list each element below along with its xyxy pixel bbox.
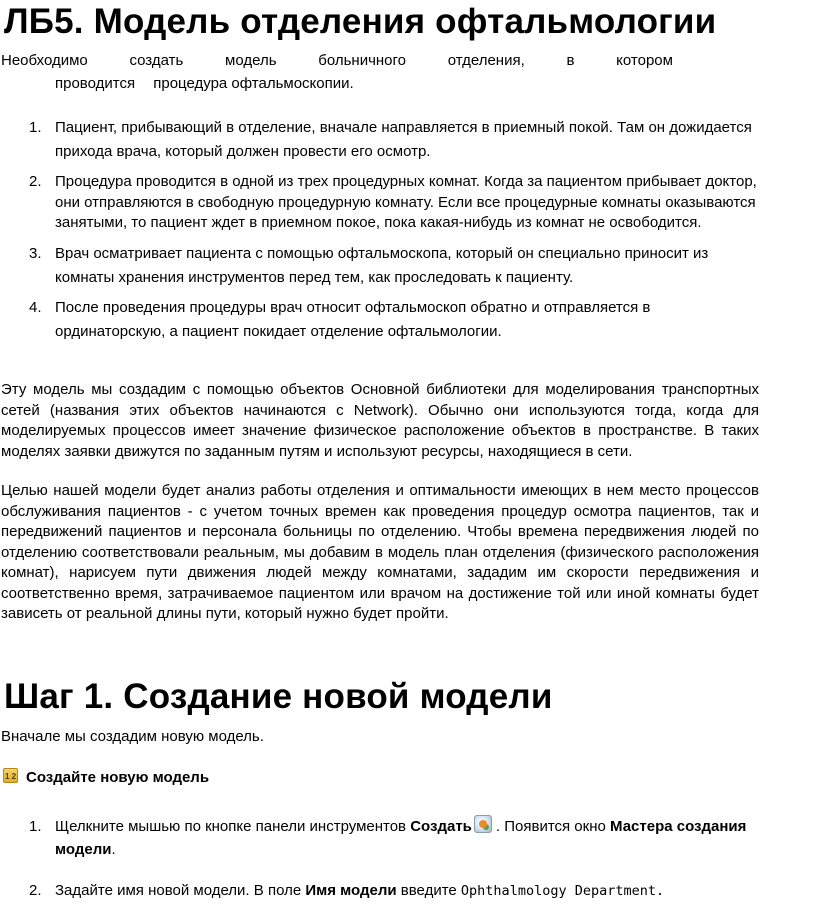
wizard-name: Мастера создания модели [55,818,747,858]
code-value: Ophthalmology Department. [460,883,665,899]
list-item [0,815,760,861]
intro-word: проводится [55,75,136,92]
instruction-text: Задайте имя новой модели. В поле [55,882,306,899]
list-number: 1. [29,119,42,136]
intro-word: модель [225,52,277,69]
intro-line-1 [1,51,673,71]
new-model-icon [474,815,492,833]
instruction-text: . [111,841,116,858]
list-item-text: Процедура проводится в одной из трех процедурных комнат. Когда за пациентом прибывает доктор, они отправляются в свободную процедурную комнату. Если все процедурные комнаты оказываются занятыми, то пациент ждет в приемном покое, пока какая-нибудь из комнат не освободится. [55,173,757,231]
intro-word: Необходимо [1,52,88,69]
procedure-title: Создайте новую модель [26,769,210,786]
intro-word: котором [616,52,673,69]
procedure-heading [3,768,209,788]
intro-word: процедура офтальмоскопии. [153,75,354,92]
intro-word: создать [129,52,184,69]
field-name: Имя модели [305,882,397,899]
section-intro: Вначале мы создадим новую модель. [1,728,264,745]
body-paragraph: Целью нашей модели будет анализ работы отделения и оптимальности имеющих в нем место процессов обслуживания пациентов - с учетом точных времен как проведения процедур осмотра пациентов, так и передвижений пациентов и персонала больницы по отделению. Чтобы времена передвижения людей по отделению соответствовали реальным, мы добавим в модель план отделения (физического расположения комнат), нарисуем пути движения людей между комнатами, зададим им скорости передвижения и соответственно время, затрачиваемое пациентом или врачом на достижение той или иной комнаты будет зависеть от реальной длины пути, который нужно будет пройти. [1,482,759,622]
list-item-text: Пациент, прибывающий в отделение, вначале направляется в приемный покой. Там он дожидается прихода врача, который должен провести его осмотр. [55,119,752,160]
body-paragraph: Эту модель мы создадим с помощью объектов Основной библиотеки для моделирования транспортных сетей (названия этих объектов начинаются с Network). Обычно они используются тогда, когда для моделируемых процессов имеет значение физическое расположение объектов в пространстве. В таких моделях заявки движутся по заданным путям и используют ресурсы, находящиеся в сети. [1,381,759,460]
intro-word: в [566,52,575,69]
list-item [0,242,760,290]
procedure-steps-list [0,815,760,921]
list-item [0,116,760,164]
process-steps-list [0,116,760,350]
instruction-text: . Появится окно [495,818,611,835]
instruction-text: введите [396,882,461,899]
list-number: 3. [29,244,42,262]
page-title: ЛБ5. Модель отделения офтальмологии [4,2,717,41]
list-number: 2. [29,173,42,190]
list-item-text: После проведения процедуры врач относит офтальмоскоп обратно и отправляется в ординаторскую, а пациент покидает отделение офтальмологии. [55,298,651,340]
toolbar-button-name: Создать [410,818,472,835]
intro-word: отделения, [447,52,525,69]
list-number: 1. [29,818,42,835]
list-item [0,296,760,344]
list-number: 4. [29,298,42,316]
procedure-list-icon: 1 2 [3,768,18,783]
intro-word: больничного [318,52,407,69]
section-heading: Шаг 1. Создание новой модели [4,677,553,716]
instruction-text: Щелкните мышью по кнопке панели инструментов [55,818,411,835]
intro-line-2 [55,74,354,94]
list-item-text: Врач осматривает пациента с помощью офтальмоскопа, который он специально приносит из комнаты хранения инструментов перед тем, как проследовать к пациенту. [55,244,709,286]
list-item [0,879,760,903]
list-number: 2. [29,882,42,899]
list-item [0,170,760,236]
